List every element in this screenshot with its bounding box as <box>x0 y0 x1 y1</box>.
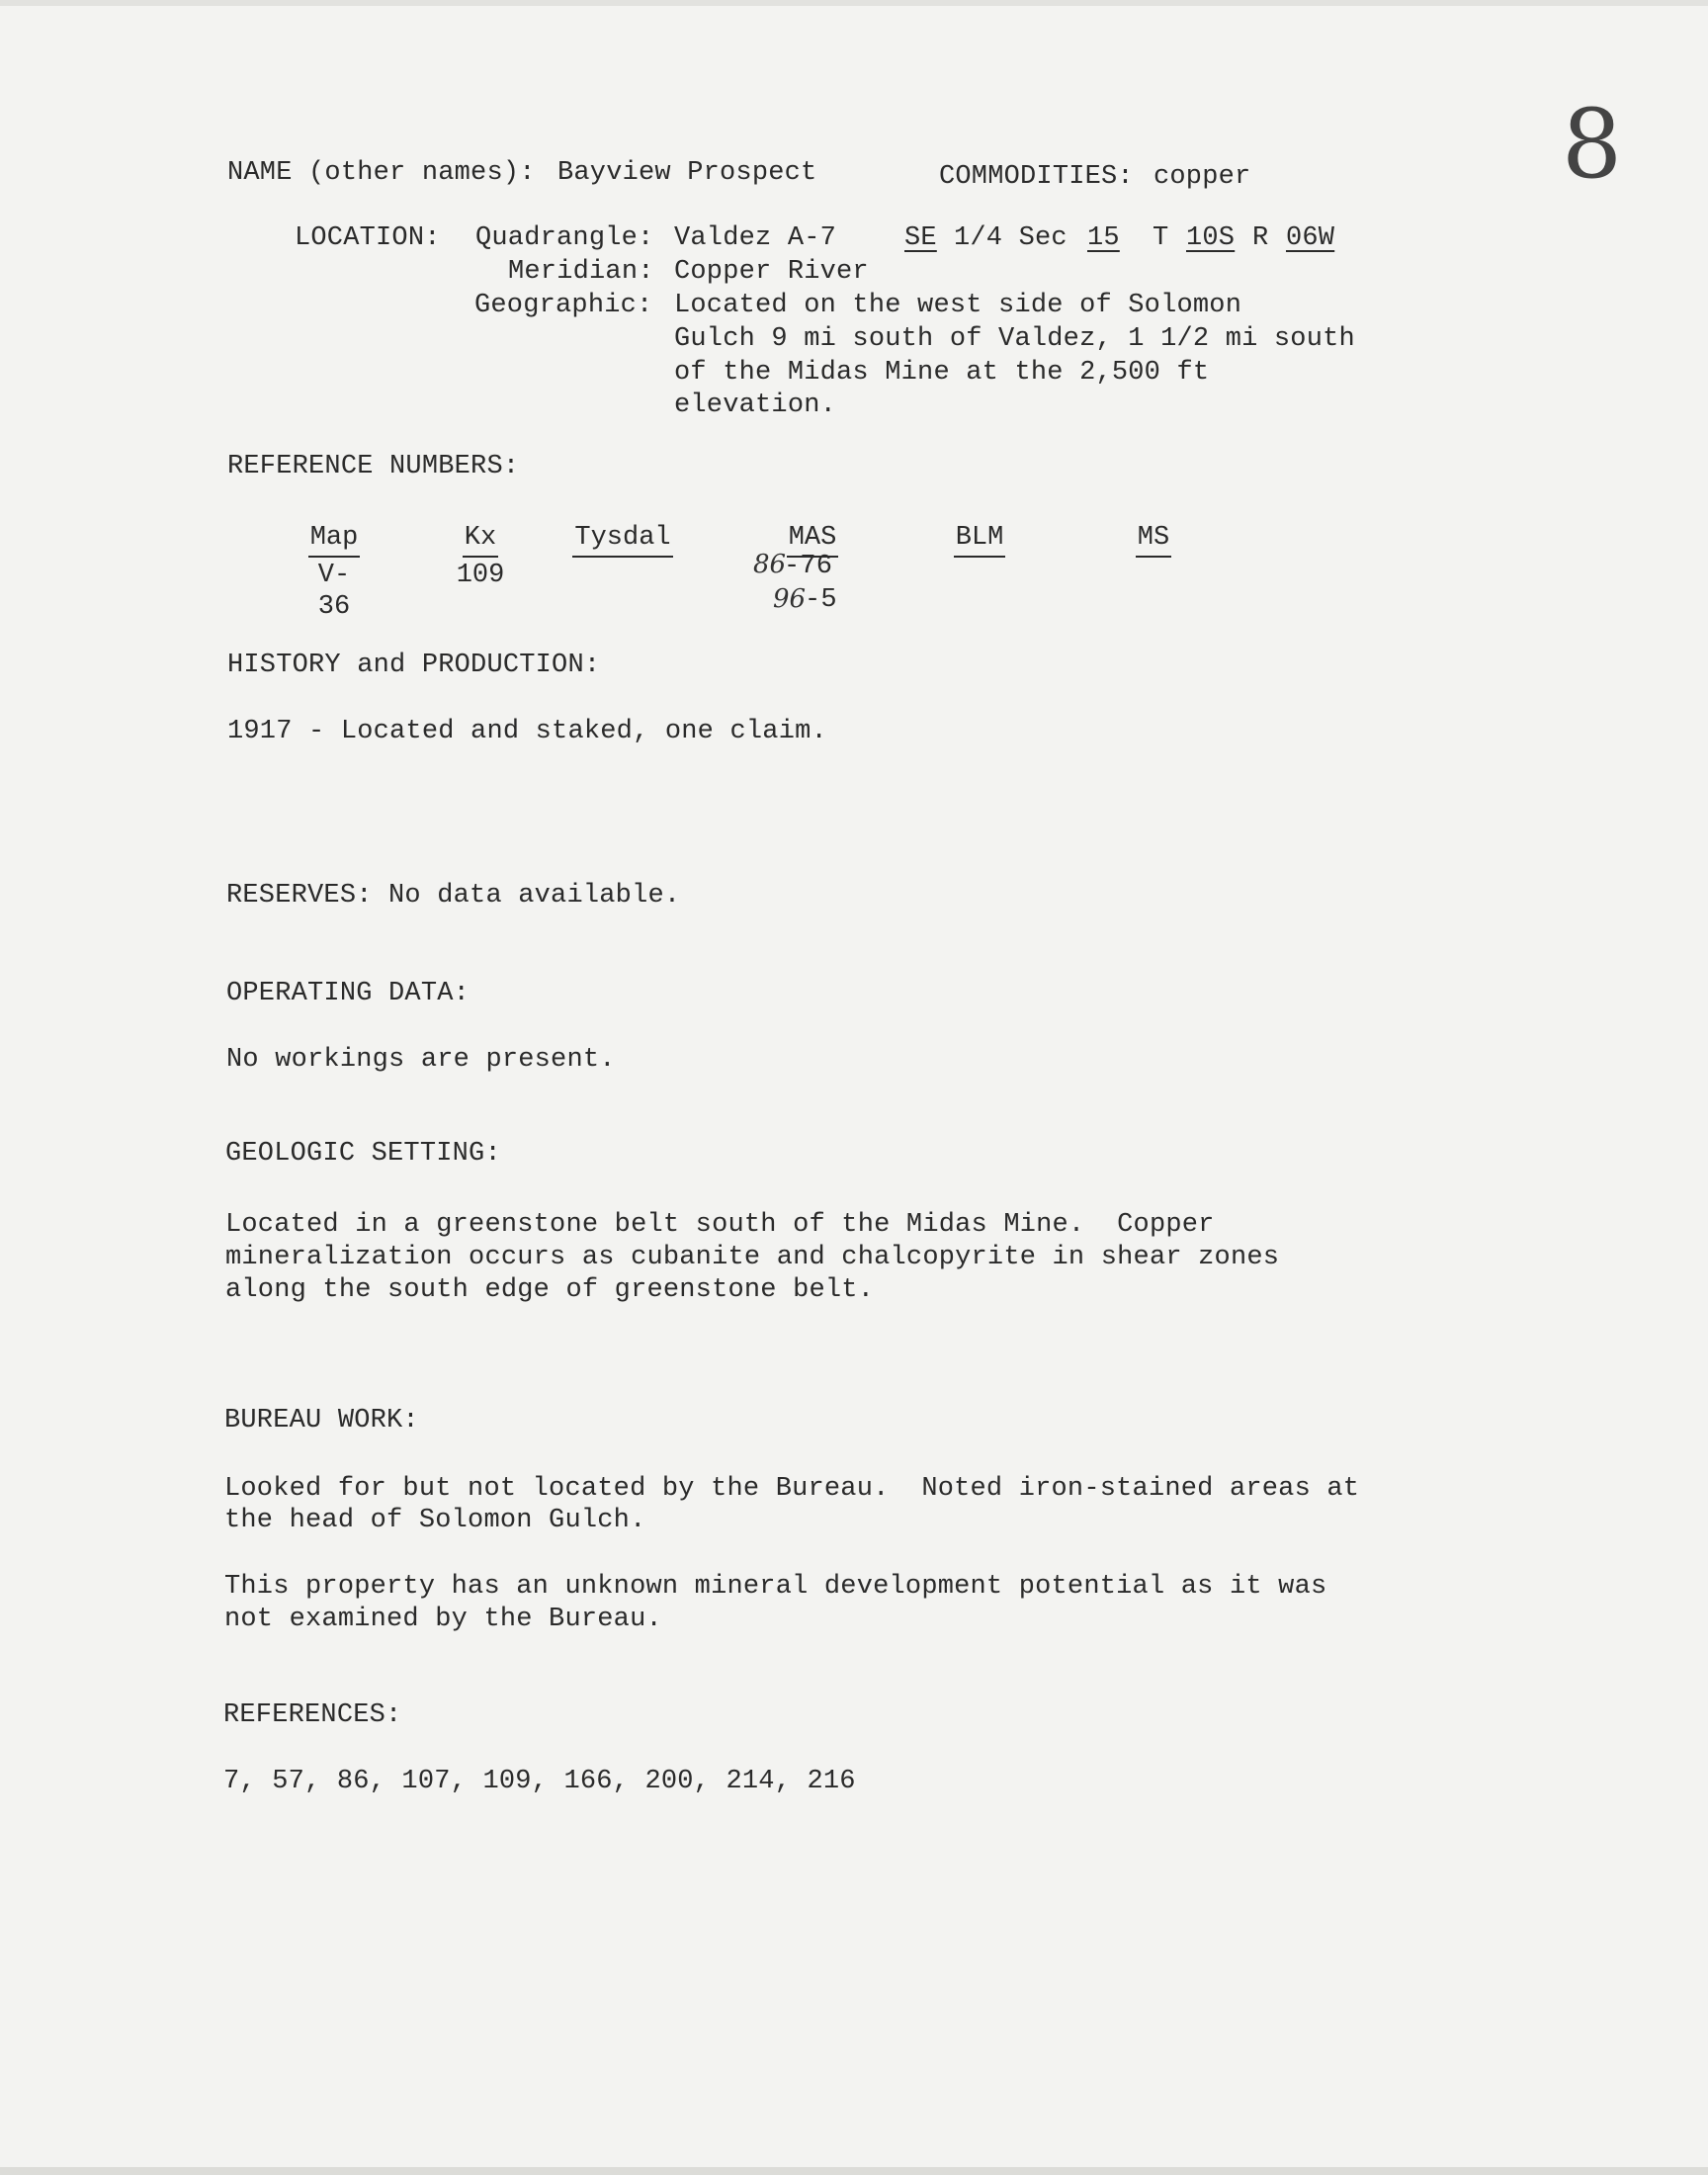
geologic-line-3: along the south edge of greenstone belt. <box>225 1275 875 1305</box>
ref-mas-value-2: -5 <box>805 585 837 615</box>
geologic-setting-heading: GEOLOGIC SETTING: <box>225 1139 501 1169</box>
scan-bottom-edge <box>0 2167 1708 2175</box>
geographic-line-2: Gulch 9 mi south of Valdez, 1 1/2 mi south <box>674 324 1355 354</box>
references-text: 7, 57, 86, 107, 109, 166, 200, 214, 216 <box>223 1767 856 1796</box>
name-label: NAME (other names): <box>227 158 536 188</box>
ref-kx <box>451 522 510 591</box>
ref-mas-value-1: -76 <box>784 552 833 581</box>
meridian-value: Copper River <box>674 257 869 287</box>
ref-kx-head: Kx <box>463 522 498 558</box>
ref-tysdal-head: Tysdal <box>572 522 672 558</box>
quadrangle-value: Valdez A-7 <box>674 223 837 253</box>
ref-blm-head: BLM <box>954 522 1006 558</box>
ref-mas-handwritten-1: 86 <box>753 550 787 579</box>
commodities-label: COMMODITIES: <box>939 162 1134 192</box>
township-value: 10S <box>1186 223 1236 253</box>
geographic-line-4: elevation. <box>674 391 837 420</box>
location-label: LOCATION: <box>295 223 441 253</box>
commodities-value: copper <box>1153 162 1251 192</box>
township-label: T <box>1153 223 1169 253</box>
quarter-section: SE <box>904 223 937 253</box>
ref-tysdal <box>568 522 677 558</box>
bureau-work-heading: BUREAU WORK: <box>224 1406 419 1436</box>
references-heading: REFERENCES: <box>223 1700 402 1730</box>
quarter-suffix: 1/4 Sec <box>954 223 1068 253</box>
geologic-line-2: mineralization occurs as cubanite and chalcopyrite in shear zones <box>225 1243 1280 1272</box>
ref-map-head: Map <box>308 522 361 558</box>
scan-top-edge <box>0 0 1708 6</box>
section-number: 15 <box>1087 223 1120 253</box>
bureau-para1-line-1: Looked for but not located by the Bureau. Noted iron-stained areas at <box>224 1474 1360 1504</box>
page-number-handwritten: 8 <box>1562 89 1623 200</box>
reserves-text: RESERVES: No data available. <box>226 881 681 911</box>
operating-data-heading: OPERATING DATA: <box>226 979 470 1008</box>
ref-ms-head: MS <box>1136 522 1171 558</box>
reference-numbers-heading: REFERENCE NUMBERS: <box>227 452 520 481</box>
history-text: 1917 - Located and staked, one claim. <box>227 717 827 746</box>
ref-ms <box>1134 522 1173 558</box>
ref-mas-head: MAS <box>787 522 839 558</box>
bureau-para2-line-2: not examined by the Bureau. <box>224 1605 662 1634</box>
name-value: Bayview Prospect <box>557 158 817 188</box>
ref-map-value: V-36 <box>317 561 351 622</box>
ref-blm <box>952 522 1007 558</box>
history-heading: HISTORY and PRODUCTION: <box>227 651 601 680</box>
geographic-label: Geographic: <box>474 291 653 320</box>
geologic-line-1: Located in a greenstone belt south of the Midas Mine. Copper <box>225 1210 1215 1240</box>
geographic-line-1: Located on the west side of Solomon <box>674 291 1242 320</box>
geographic-line-3: of the Midas Mine at the 2,500 ft <box>674 358 1210 388</box>
meridian-label: Meridian: <box>508 257 654 287</box>
ref-kx-value: 109 <box>456 561 505 590</box>
bureau-para2-line-1: This property has an unknown mineral development potential as it was <box>224 1572 1327 1602</box>
quadrangle-label: Quadrangle: <box>475 223 654 253</box>
operating-data-text: No workings are present. <box>226 1045 616 1075</box>
range-value: 06W <box>1286 223 1335 253</box>
bureau-para1-line-2: the head of Solomon Gulch. <box>224 1506 646 1535</box>
ref-mas-handwritten-2: 96 <box>773 584 807 614</box>
range-label: R <box>1252 223 1269 253</box>
ref-map <box>302 522 366 623</box>
